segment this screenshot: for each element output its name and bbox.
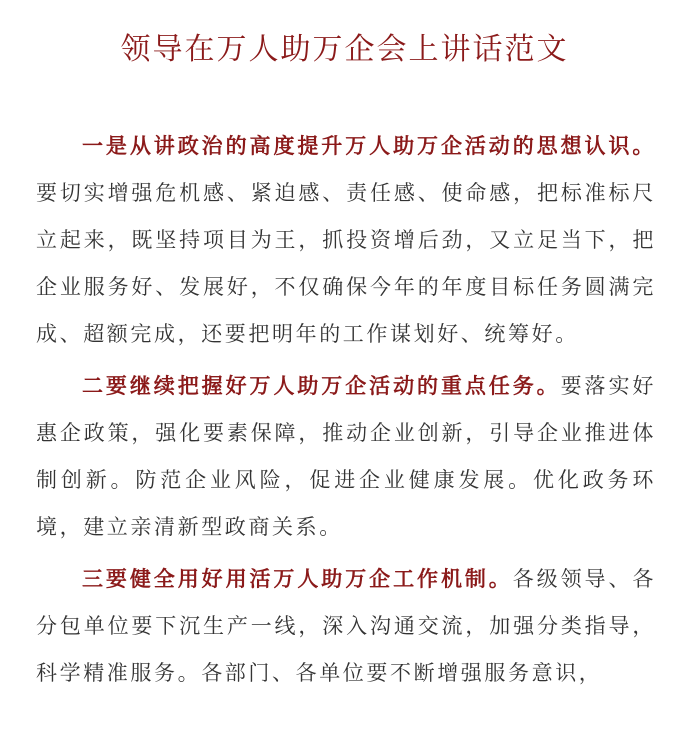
paragraph-2-text: 要落实好惠企政策，强化要素保障，推动企业创新，引导企业推进体制创新。防范企业风险，促进企业健康发展。优化政务环境，建立亲清新型政商关系。 xyxy=(36,374,656,539)
paragraph-1 xyxy=(36,122,656,358)
paragraph-3-lead: 三要健全用好用活万人助万企工作机制。 xyxy=(82,566,513,591)
document-body xyxy=(36,122,656,701)
paragraph-3 xyxy=(36,555,656,697)
paragraph-3-text: 各级领导、各分包单位要下沉生产一线，深入沟通交流，加强分类指导，科学精准服务。各部门、各单位要不断增强服务意识， xyxy=(36,567,656,685)
paragraph-1-text: 要切实增强危机感、紧迫感、责任感、使命感，把标准标尺立起来，既坚持项目为王，抓投资增后劲，又立足当下，把企业服务好、发展好，不仅确保今年的年度目标任务圆满完成、超额完成，还要把明年的工作谋划好、统筹好。 xyxy=(36,181,656,346)
paragraph-2-lead: 二要继续把握好万人助万企活动的重点任务。 xyxy=(82,373,561,398)
paragraph-2 xyxy=(36,362,656,551)
paragraph-1-lead: 一是从讲政治的高度提升万人助万企活动的思想认识。 xyxy=(82,133,656,158)
document-title: 领导在万人助万企会上讲话范文 xyxy=(120,32,569,67)
